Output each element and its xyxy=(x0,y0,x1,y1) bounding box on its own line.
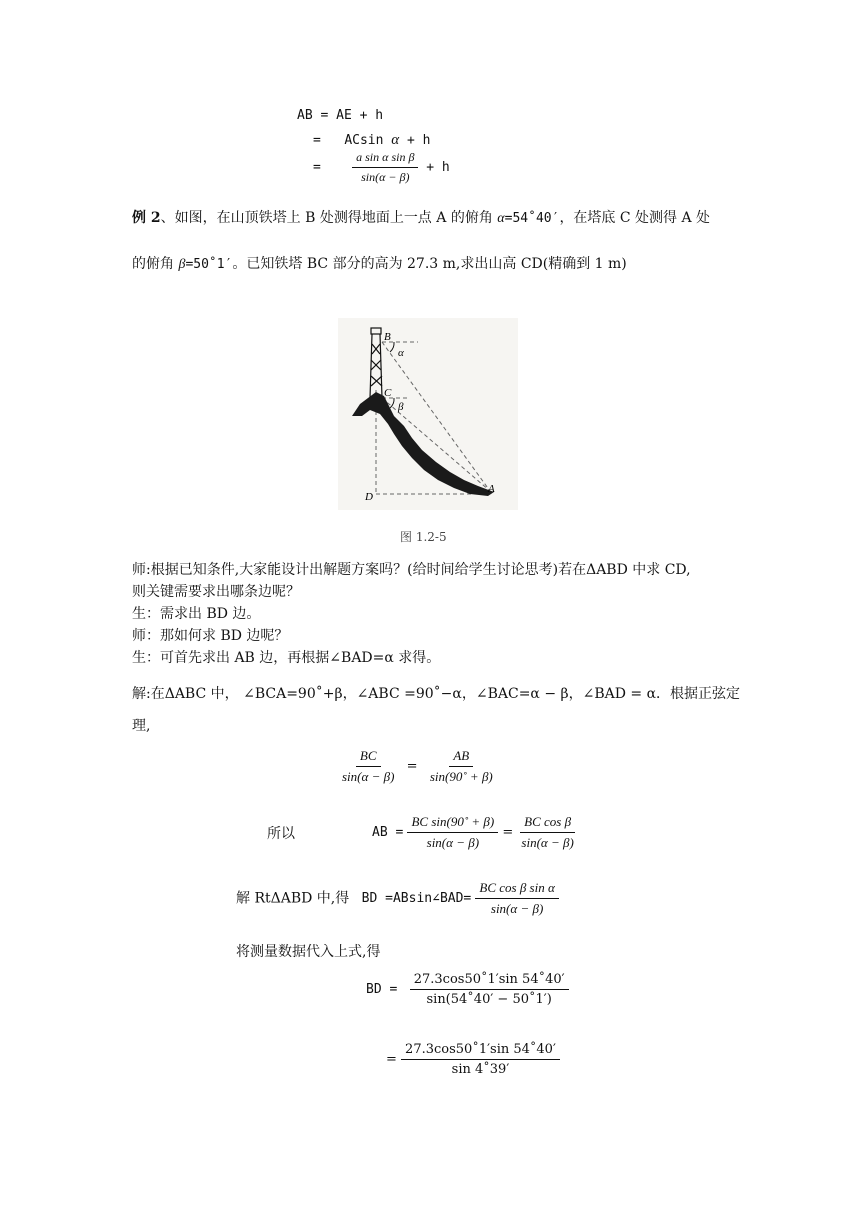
denominator: sin(α − β) xyxy=(342,769,395,784)
figure-background xyxy=(338,318,518,510)
numerator: AB xyxy=(449,748,473,767)
denominator: sin(90˚ + β) xyxy=(429,769,493,784)
example-label: 例 2 xyxy=(132,210,161,226)
bd-numeric-2 xyxy=(386,1042,560,1077)
bd-lhs: BD =ABsin∠BAD= xyxy=(361,891,472,906)
bd-numeric-fraction-1 xyxy=(410,972,569,1007)
bd-numeric-fraction-2 xyxy=(401,1042,560,1077)
fraction xyxy=(352,150,418,185)
dialogue-line-5: 生：可首先求出 AB 边，再根据∠BAD=α 求得。 xyxy=(132,650,441,666)
label-a: A xyxy=(488,483,495,495)
numerator: BC cos β sin α xyxy=(475,880,558,899)
example-text-2: ，在塔底 C 处测得 A 处 xyxy=(559,210,711,226)
denominator: sin(α − β) xyxy=(490,901,544,916)
solution-line-1: 解:在ΔABC 中， ∠BCA=90˚+β，∠ABC =90˚−α，∠BAC=α − β，∠BAD = α．根据正弦定 xyxy=(132,686,741,702)
example-line-2 xyxy=(132,254,627,275)
denominator: sin(α − β) xyxy=(426,835,480,850)
equals-sign: = xyxy=(386,1052,397,1067)
bd-fraction xyxy=(475,880,558,917)
figure-image xyxy=(338,318,518,510)
substitute-label: 将测量数据代入上式,得 xyxy=(236,944,381,960)
beta-value: =50˚1′ xyxy=(185,257,233,272)
denominator: sin(54˚40′ − 50˚1′) xyxy=(426,992,552,1007)
sine-law-equation xyxy=(338,748,497,785)
lhs-fraction xyxy=(338,748,398,785)
mountain-tower-figure xyxy=(338,318,518,510)
bd-lhs: BD = xyxy=(366,982,398,997)
example-line-1 xyxy=(132,208,710,229)
beta-symbol: β xyxy=(178,257,186,272)
derivation-line-1: AB = AE + h xyxy=(297,108,384,123)
ab-fraction-1 xyxy=(407,814,498,851)
equals-sign: = xyxy=(502,825,514,840)
denominator: sin(α − β) xyxy=(521,835,574,850)
label-alpha: α xyxy=(398,347,404,359)
rhs-fraction xyxy=(426,748,497,785)
example-text-1: 、如图，在山顶铁塔上 B 处测得地面上一点 A 的俯角 xyxy=(160,210,493,226)
plus-h: + h xyxy=(426,160,450,175)
bd-numeric-1 xyxy=(366,972,569,1007)
numerator: a sin α sin β xyxy=(352,150,418,168)
bd-formula xyxy=(236,880,559,917)
alpha-symbol: α xyxy=(391,132,400,148)
rt-label: 解 RtΔABD 中,得 xyxy=(236,890,350,907)
dialogue-line-3: 生：需求出 BD 边。 xyxy=(132,606,261,622)
example-text-4: 。已知铁塔 BC 部分的高为 27.3 m,求出山高 CD(精确到 1 m) xyxy=(232,256,627,272)
equals-sign: = xyxy=(313,160,321,175)
ac-sin: ACsin xyxy=(344,133,384,148)
dialogue-line-4: 师：那如何求 BD 边呢？ xyxy=(132,628,289,644)
dialogue-line-2: 则关键需要求出哪条边呢？ xyxy=(132,584,300,600)
label-d: D xyxy=(365,491,373,503)
denominator: sin(α − β) xyxy=(361,170,410,184)
figure-caption: 图 1.2-5 xyxy=(400,530,447,544)
ab-lhs: AB = xyxy=(372,825,404,840)
derivation-line-3 xyxy=(313,150,450,185)
alpha-symbol: α xyxy=(497,211,505,226)
plus-h: + h xyxy=(406,133,431,148)
label-b: B xyxy=(384,331,391,343)
ab-fraction-2 xyxy=(517,814,577,851)
numerator: 27.3cos50˚1′sin 54˚40′ xyxy=(401,1042,560,1060)
ab-formula xyxy=(372,814,578,851)
therefore-label: 所以 xyxy=(267,826,295,842)
numerator: 27.3cos50˚1′sin 54˚40′ xyxy=(410,972,569,990)
equals-sign: = xyxy=(313,133,321,148)
numerator: BC cos β xyxy=(520,814,575,833)
equals-sign: = xyxy=(406,759,418,774)
solution-line-2: 理, xyxy=(132,718,151,734)
dialogue-line-1: 师:根据已知条件,大家能设计出解题方案吗？(给时间给学生讨论思考)若在ΔABD 中求 CD, xyxy=(132,562,691,578)
example-text-3: 的俯角 xyxy=(132,256,174,272)
label-c: C xyxy=(384,387,392,399)
derivation-line-2 xyxy=(313,132,430,149)
numerator: BC sin(90˚ + β) xyxy=(407,814,498,833)
label-beta: β xyxy=(398,401,404,413)
alpha-value: =54˚40′ xyxy=(504,211,560,226)
denominator: sin 4˚39′ xyxy=(451,1062,510,1077)
numerator: BC xyxy=(356,748,381,767)
